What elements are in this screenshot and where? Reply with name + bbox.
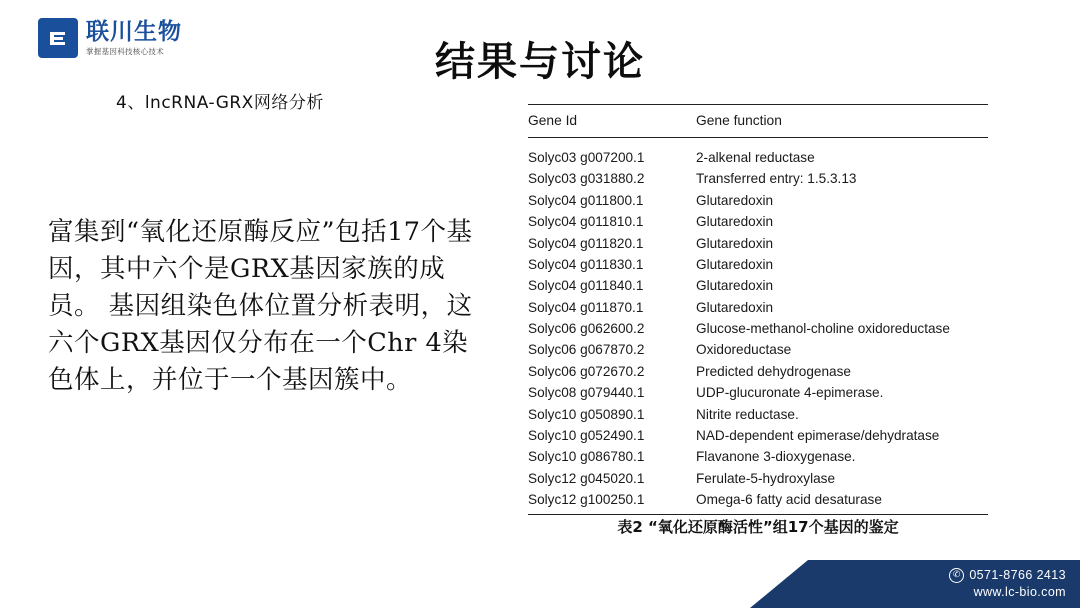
section-heading: 4、lncRNA-GRX网络分析 bbox=[116, 93, 324, 113]
table-row bbox=[528, 275, 988, 296]
table-header-gene-function: Gene function bbox=[696, 105, 988, 138]
table-row bbox=[528, 296, 988, 317]
table-row bbox=[528, 168, 988, 189]
table-row bbox=[528, 361, 988, 382]
table-row bbox=[528, 318, 988, 339]
table-row bbox=[528, 467, 988, 488]
cell-gene-function: Omega-6 fatty acid desaturase bbox=[696, 492, 882, 507]
cell-gene-id: Solyc06 g062600.2 bbox=[528, 321, 645, 336]
cell-gene-function: Glutaredoxin bbox=[696, 278, 774, 294]
table-row bbox=[528, 138, 988, 169]
body-paragraph: 富集到“氧化还原酶反应”包括17个基因，其中六个是GRX基因家族的成员。 基因组染色体位置分析表明，这六个GRX基因仅分布在一个Chr 4染色体上，并位于一个基因簇中。 bbox=[48, 217, 473, 395]
cell-gene-function: Predicted dehydrogenase bbox=[696, 363, 851, 379]
table-header bbox=[528, 105, 988, 138]
table-header-row bbox=[528, 105, 988, 138]
cell-gene-id: Solyc08 g079440.1 bbox=[528, 385, 645, 401]
table-row bbox=[528, 211, 988, 232]
cell-gene-function: Glutaredoxin bbox=[696, 256, 774, 272]
cell-gene-function: 2-alkenal reductase bbox=[696, 150, 815, 165]
cell-gene-function: Flavanone 3-dioxygenase. bbox=[696, 449, 856, 465]
cell-gene-id: Solyc04 g011870.1 bbox=[528, 299, 644, 315]
cell-gene-id: Solyc06 g067870.2 bbox=[528, 342, 645, 358]
footer-banner bbox=[750, 560, 1080, 608]
cell-gene-function: Transferred entry: 1.5.3.13 bbox=[696, 171, 857, 187]
cell-gene-function: Glutaredoxin bbox=[696, 214, 774, 230]
cell-gene-id: Solyc12 g100250.1 bbox=[528, 492, 645, 507]
cell-gene-function: Glutaredoxin bbox=[696, 235, 774, 251]
table-caption: 表2 “氧化还原酶活性”组17个基因的鉴定 bbox=[617, 518, 899, 536]
cell-gene-id: Solyc03 g031880.2 bbox=[528, 171, 645, 187]
footer-website: www.lc-bio.com bbox=[973, 584, 1066, 599]
table-row bbox=[528, 489, 988, 514]
logo-company-name: 联川生物 bbox=[86, 18, 182, 45]
table-row bbox=[528, 382, 988, 403]
table-bottom-rule bbox=[528, 514, 988, 515]
cell-gene-id: Solyc04 g011830.1 bbox=[528, 256, 644, 272]
table-row bbox=[528, 190, 988, 211]
cell-gene-function: Oxidoreductase bbox=[696, 342, 792, 358]
table-body bbox=[528, 138, 988, 515]
cell-gene-function: Ferulate-5-hydroxylase bbox=[696, 470, 836, 486]
cell-gene-function: Glucose-methanol-choline oxidoreductase bbox=[696, 321, 950, 336]
cell-gene-id: Solyc12 g045020.1 bbox=[528, 470, 645, 486]
gene-table-container bbox=[528, 104, 988, 515]
cell-gene-function: Glutaredoxin bbox=[696, 299, 774, 315]
cell-gene-id: Solyc10 g050890.1 bbox=[528, 406, 645, 422]
footer-phone-number: 0571-8766 2413 bbox=[969, 568, 1066, 582]
cell-gene-function: NAD-dependent epimerase/dehydratase bbox=[696, 427, 940, 443]
table-header-gene-id: Gene Id bbox=[528, 105, 696, 138]
cell-gene-id: Solyc04 g011800.1 bbox=[528, 192, 644, 208]
cell-gene-id: Solyc03 g007200.1 bbox=[528, 150, 645, 165]
table-row bbox=[528, 403, 988, 424]
cell-gene-id: Solyc04 g011810.1 bbox=[528, 214, 644, 230]
cell-gene-function: Nitrite reductase. bbox=[696, 406, 799, 422]
page-title: 结果与讨论 bbox=[435, 39, 645, 85]
cell-gene-function: Glutaredoxin bbox=[696, 192, 774, 208]
phone-icon: ✆ bbox=[949, 568, 964, 583]
cell-gene-id: Solyc04 g011840.1 bbox=[528, 278, 644, 294]
table-row bbox=[528, 254, 988, 275]
table-row bbox=[528, 339, 988, 360]
logo-tagline: 掌握基因科技核心技术 bbox=[86, 46, 164, 56]
cell-gene-function: UDP-glucuronate 4-epimerase. bbox=[696, 385, 884, 401]
footer-phone-line bbox=[949, 567, 1066, 584]
table-row bbox=[528, 425, 988, 446]
footer-contact bbox=[949, 567, 1066, 601]
cell-gene-id: Solyc10 g052490.1 bbox=[528, 427, 645, 443]
table-row bbox=[528, 446, 988, 467]
gene-table bbox=[528, 104, 988, 514]
table-row bbox=[528, 232, 988, 253]
cell-gene-id: Solyc10 g086780.1 bbox=[528, 449, 645, 465]
cell-gene-id: Solyc06 g072670.2 bbox=[528, 363, 645, 379]
cell-gene-id: Solyc04 g011820.1 bbox=[528, 235, 644, 251]
